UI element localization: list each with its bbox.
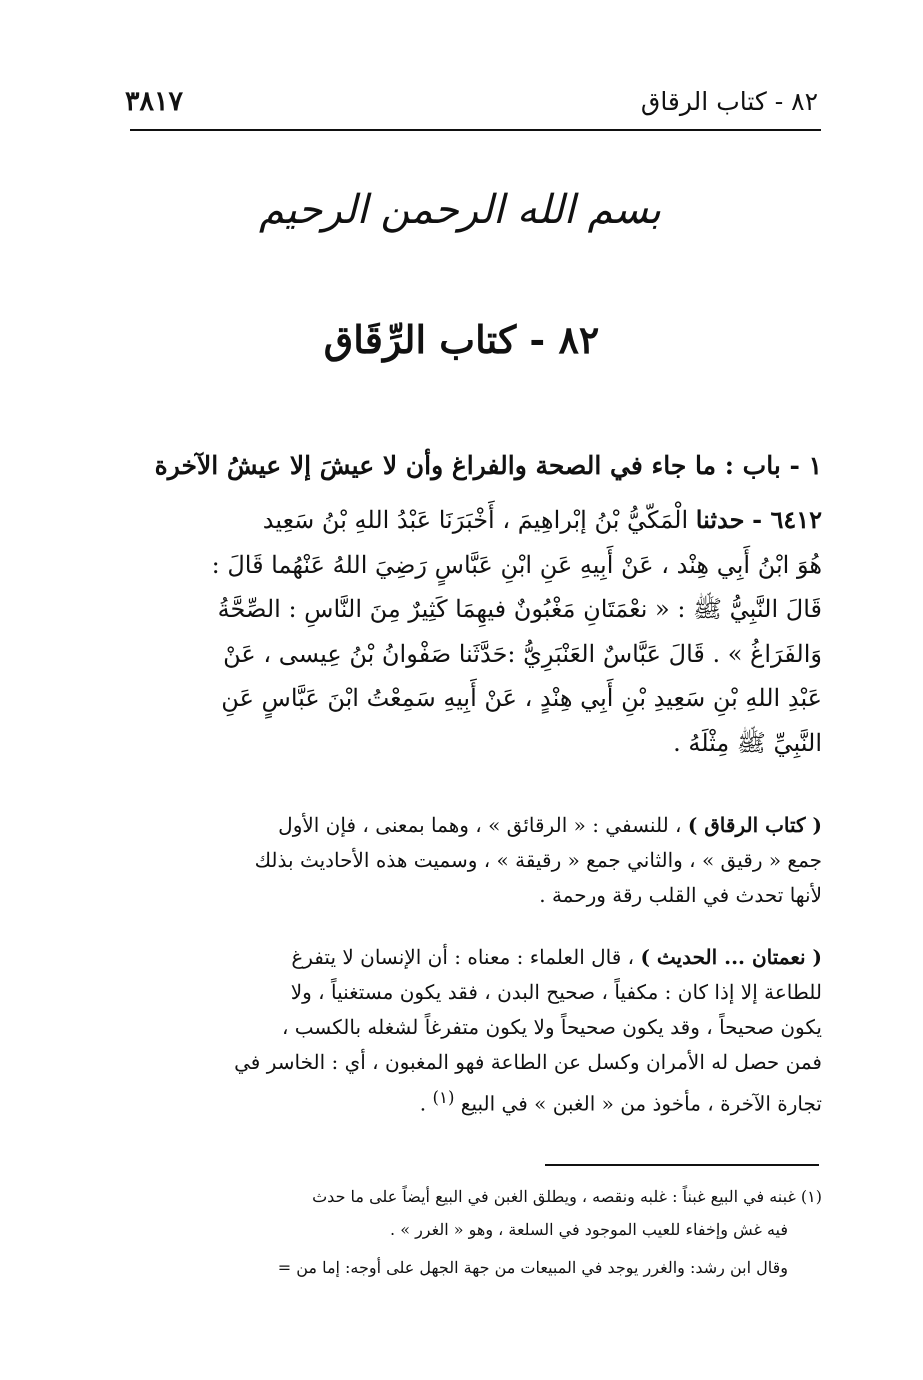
footnote-line: فيه غش وإخفاء للعيب الموجود في السلعة ، وهو « الغرر » .	[390, 1220, 788, 1239]
commentary-lemma: ( نعمتان ... الحديث )	[640, 945, 822, 969]
hadith-line: قَالَ النَّبِيُّ ﷺ : « نعْمَتَانِ مَغْبُونٌ فيهِمَا كَثِيرٌ مِنَ النَّاسِ : الصِّحَّةُ	[217, 595, 822, 623]
commentary-text: تجارة الآخرة ، مأخوذ من « الغبن » في البيع	[460, 1091, 822, 1116]
commentary-line	[110, 940, 822, 975]
commentary-line: لأنها تحدث في القلب رقة ورحمة .	[539, 883, 822, 907]
hadith-line: هُوَ ابْنُ أَبِي هِنْد ، عَنْ أَبِيهِ عَنِ ابْنِ عَبَّاسٍ رَضِيَ اللهُ عَنْهُما قَالَ :	[211, 550, 822, 579]
footnotes	[110, 1180, 822, 1284]
commentary-line: للطاعة إلا إذا كان : مكفياً ، صحيح البدن ، فقد يكون مستغنياً ، ولا	[290, 980, 822, 1004]
basmala-calligraphy: بسم الله الرحمن الرحيم	[258, 187, 662, 233]
commentary-text: .	[419, 1091, 427, 1116]
running-title: ٨٢ - كتاب الرقاق	[640, 87, 818, 116]
hadith-line-text: الْمَكّيُّ بْنُ إبْراهِيمَ ، أَخْبَرَنَا عَبْدُ اللهِ بْنُ سَعِيد	[262, 506, 689, 534]
hadith-text	[110, 498, 822, 765]
commentary-lemma: ( كتاب الرقاق )	[687, 813, 822, 837]
hadith-number: ٦٤١٢ -	[752, 505, 822, 534]
commentary-line	[110, 808, 822, 843]
commentary-text: ، للنسفي : « الرقائق » ، وهما بمعنى ، فإن الأول	[278, 813, 682, 837]
page-number: ٣٨١٧	[125, 86, 184, 117]
commentary-line: يكون صحيحاً ، وقد يكون صحيحاً ولا يكون متفرغاً لشغله بالكسب ،	[281, 1015, 822, 1039]
hadith-line: النَّبِيِّ ﷺ مِثْلَهُ .	[673, 728, 822, 757]
footnote-reference[interactable]: (١)	[432, 1088, 455, 1107]
bab-title: ١ - باب : ما جاء في الصحة والفراغ وأن لا عيشَ إلا عيشُ الآخرة	[154, 451, 822, 480]
commentary-paragraph	[110, 940, 822, 1115]
commentary-paragraph	[110, 808, 822, 913]
commentary-line: فمن حصل له الأمران وكسل عن الطاعة فهو المغبون ، أي : الخاسر في	[234, 1050, 822, 1074]
chapter-title: ٨٢ - كتاب الرِّقَاق	[323, 317, 600, 362]
hadith-line: وَالفَرَاغُ » . قَالَ عَبَّاسٌ العَنْبَرِيُّ :حَدَّثَنا صَفْوانُ بْنُ عِيسى ، عَنْ	[223, 639, 822, 668]
commentary-text: ، قال العلماء : معناه : أن الإنسان لا يتفرغ	[291, 945, 635, 969]
footnote-line: (١) غبنه في البيع غبناً : غلبه ونقصه ، ويطلق الغبن في البيع أيضاً على ما حدث	[312, 1187, 822, 1206]
hadith-line	[110, 498, 822, 543]
commentary-line	[110, 1080, 822, 1115]
footnote-rule	[545, 1164, 819, 1166]
commentary-line: جمع « رقيق » ، والثاني جمع « رقيقة » ، وسميت هذه الأحاديث بذلك	[254, 848, 822, 872]
header-rule	[130, 129, 821, 131]
running-head	[125, 85, 818, 125]
footnote-line: وقال ابن رشد: والغرر يوجد في المبيعات من جهة الجهل على أوجه: إما من =	[277, 1258, 788, 1277]
hadith-lead: حدثنا	[695, 505, 745, 534]
hadith-line: عَبْدِ اللهِ بْنِ سَعِيدِ بْنِ أَبِي هِنْدٍ ، عَنْ أَبِيهِ سَمِعْتُ ابْنَ عَبَّاسٍ عَنِ	[221, 684, 822, 712]
